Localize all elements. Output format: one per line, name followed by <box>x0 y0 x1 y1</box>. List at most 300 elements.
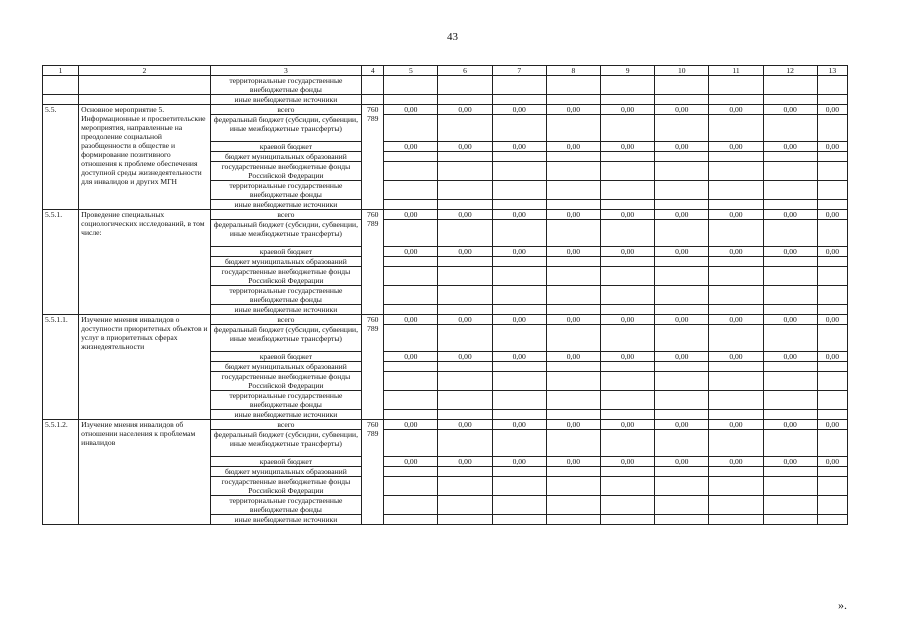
amount-cell: 0,00 <box>709 315 763 325</box>
amount-cell <box>492 257 546 267</box>
amount-cell: 0,00 <box>601 352 655 362</box>
amount-cell <box>709 410 763 420</box>
amount-cell <box>601 515 655 525</box>
funding-source: федеральный бюджет (субсидии, субвенции, иные межбюджетные трансферты) <box>210 115 362 142</box>
amount-cell <box>709 372 763 391</box>
amount-cell: 0,00 <box>763 315 817 325</box>
amount-cell: 0,00 <box>492 247 546 257</box>
amount-cell <box>655 152 709 162</box>
funding-source: государственные внебюджетные фонды Российской Федерации <box>210 372 362 391</box>
amount-cell <box>384 162 438 181</box>
amount-cell <box>384 181 438 200</box>
table-row <box>43 105 848 115</box>
amount-cell <box>546 286 600 305</box>
amount-cell <box>601 410 655 420</box>
amount-cell <box>655 515 709 525</box>
funding-source: всего <box>210 420 362 430</box>
amount-cell: 0,00 <box>817 457 847 467</box>
amount-cell <box>492 496 546 515</box>
amount-cell <box>384 267 438 286</box>
amount-cell: 0,00 <box>817 247 847 257</box>
amount-cell <box>438 152 492 162</box>
budget-code <box>362 315 384 420</box>
amount-cell: 0,00 <box>438 210 492 220</box>
amount-cell: 0,00 <box>709 142 763 152</box>
amount-cell <box>763 257 817 267</box>
source-cell: территориальные государственные внебюджетные фонды <box>210 76 362 95</box>
amount-cell <box>601 325 655 352</box>
amount-cell <box>492 391 546 410</box>
amount-cell: 0,00 <box>763 457 817 467</box>
amount-cell <box>655 115 709 142</box>
code-primary: 760 <box>367 420 379 429</box>
amount-cell: 0,00 <box>384 105 438 115</box>
funding-source: бюджет муниципальных образований <box>210 467 362 477</box>
amount-cell <box>384 410 438 420</box>
amount-cell <box>763 162 817 181</box>
amount-cell <box>817 257 847 267</box>
funding-source: краевой бюджет <box>210 247 362 257</box>
amount-cell <box>709 286 763 305</box>
amount-cell <box>709 362 763 372</box>
amount-cell: 0,00 <box>492 315 546 325</box>
amount-cell <box>601 115 655 142</box>
amount-cell <box>655 162 709 181</box>
number-cell <box>43 76 79 95</box>
amount-cell: 0,00 <box>492 420 546 430</box>
funding-source: всего <box>210 210 362 220</box>
amount-cell: 0,00 <box>601 105 655 115</box>
amount-cell <box>438 477 492 496</box>
amount-cell <box>384 515 438 525</box>
column-header: 1 <box>43 66 79 76</box>
amount-cell <box>709 515 763 525</box>
amount-cell: 0,00 <box>709 210 763 220</box>
amount-cell <box>655 430 709 457</box>
amount-cell: 0,00 <box>709 247 763 257</box>
amount-cell <box>438 515 492 525</box>
amount-cell: 0,00 <box>438 105 492 115</box>
amount-cell <box>546 257 600 267</box>
amount-cell: 0,00 <box>601 315 655 325</box>
table-row <box>43 76 848 95</box>
amount-cell <box>655 286 709 305</box>
amount-cell: 0,00 <box>817 105 847 115</box>
amount-cell <box>817 467 847 477</box>
item-name: Проведение специальных социологических исследований, в том числе: <box>79 210 210 315</box>
amount-cell <box>492 410 546 420</box>
amount-cell <box>655 496 709 515</box>
amount-cell: 0,00 <box>546 247 600 257</box>
code-secondary: 789 <box>367 114 379 123</box>
amount-cell <box>817 477 847 496</box>
column-header: 10 <box>655 66 709 76</box>
amount-cell <box>817 200 847 210</box>
amount-cell <box>763 286 817 305</box>
code-secondary: 789 <box>367 429 379 438</box>
funding-source: иные внебюджетные источники <box>210 410 362 420</box>
amount-cell: 0,00 <box>384 352 438 362</box>
amount-cell <box>817 325 847 352</box>
amount-cell: 0,00 <box>384 315 438 325</box>
column-header: 8 <box>546 66 600 76</box>
amount-cell <box>601 305 655 315</box>
amount-cell: 0,00 <box>546 315 600 325</box>
amount-cell <box>601 496 655 515</box>
amount-cell <box>817 391 847 410</box>
amount-cell: 0,00 <box>817 210 847 220</box>
amount-cell <box>384 362 438 372</box>
column-header: 13 <box>817 66 847 76</box>
amount-cell <box>438 372 492 391</box>
amount-cell: 0,00 <box>438 315 492 325</box>
amount-cell: 0,00 <box>438 352 492 362</box>
amount-cell <box>492 220 546 247</box>
amount-cell <box>601 152 655 162</box>
column-header: 2 <box>79 66 210 76</box>
amount-cell <box>655 467 709 477</box>
amount-cell <box>546 115 600 142</box>
funding-source: всего <box>210 105 362 115</box>
amount-cell: 0,00 <box>546 457 600 467</box>
amount-cell: 0,00 <box>492 352 546 362</box>
funding-source: иные внебюджетные источники <box>210 305 362 315</box>
amount-cell <box>492 362 546 372</box>
amount-cell <box>438 267 492 286</box>
amount-cell <box>492 152 546 162</box>
amount-cell <box>709 115 763 142</box>
amount-cell <box>817 362 847 372</box>
amount-cell <box>492 325 546 352</box>
amount-cell <box>817 496 847 515</box>
amount-cell: 0,00 <box>655 105 709 115</box>
amount-cell <box>763 152 817 162</box>
amount-cell <box>709 200 763 210</box>
amount-cell <box>492 115 546 142</box>
amount-cell: 0,00 <box>655 315 709 325</box>
amount-cell <box>384 305 438 315</box>
amount-cell <box>709 220 763 247</box>
amount-cell <box>601 162 655 181</box>
amount-cell: 0,00 <box>763 210 817 220</box>
amount-cell: 0,00 <box>655 142 709 152</box>
amount-cell <box>384 257 438 267</box>
amount-cell <box>546 515 600 525</box>
item-number: 5.5.1. <box>43 210 79 315</box>
amount-cell: 0,00 <box>546 420 600 430</box>
amount-cell <box>817 286 847 305</box>
amount-cell <box>546 410 600 420</box>
budget-code <box>362 420 384 525</box>
amount-cell: 0,00 <box>492 457 546 467</box>
amount-cell: 0,00 <box>817 420 847 430</box>
amount-cell <box>817 515 847 525</box>
item-name: Основное мероприятие 5. Информационные и просветительские мероприятия, направленные на преодоление социальной разобщенности в обществе и формирование позитивного отношения к проблеме обеспечения доступной среды жизнедеятельности для инвалидов и других МГН <box>79 105 210 210</box>
amount-cell: 0,00 <box>763 247 817 257</box>
table-body <box>43 66 848 525</box>
funding-source: бюджет муниципальных образований <box>210 257 362 267</box>
amount-cell: 0,00 <box>438 142 492 152</box>
amount-cell <box>763 467 817 477</box>
amount-cell <box>601 220 655 247</box>
amount-cell: 0,00 <box>709 420 763 430</box>
amount-cell <box>817 115 847 142</box>
amount-cell <box>709 257 763 267</box>
amount-cell: 0,00 <box>763 142 817 152</box>
amount-cell <box>709 162 763 181</box>
amount-cell <box>438 410 492 420</box>
amount-cell <box>384 430 438 457</box>
funding-table <box>42 65 848 525</box>
funding-source: бюджет муниципальных образований <box>210 362 362 372</box>
amount-cell <box>492 162 546 181</box>
amount-cell <box>601 372 655 391</box>
amount-cell <box>546 362 600 372</box>
column-header: 6 <box>438 66 492 76</box>
amount-cell <box>546 267 600 286</box>
amount-cell: 0,00 <box>655 420 709 430</box>
amount-cell <box>817 152 847 162</box>
amount-cell <box>546 496 600 515</box>
item-number: 5.5.1.2. <box>43 420 79 525</box>
amount-cell <box>438 467 492 477</box>
amount-cell <box>709 391 763 410</box>
amount-cell <box>817 305 847 315</box>
amount-cell <box>817 267 847 286</box>
amount-cell: 0,00 <box>384 420 438 430</box>
amount-cell <box>384 372 438 391</box>
amount-cell: 0,00 <box>384 457 438 467</box>
closing-mark: ». <box>838 598 847 612</box>
amount-cell: 0,00 <box>601 420 655 430</box>
code-secondary: 789 <box>367 219 379 228</box>
amount-cell <box>601 391 655 410</box>
amount-cell: 0,00 <box>438 420 492 430</box>
funding-source: государственные внебюджетные фонды Российской Федерации <box>210 267 362 286</box>
amount-cell <box>546 152 600 162</box>
funding-source: федеральный бюджет (субсидии, субвенции, иные межбюджетные трансферты) <box>210 325 362 352</box>
amount-cell <box>601 430 655 457</box>
amount-cell <box>817 372 847 391</box>
amount-cell <box>384 115 438 142</box>
amount-cell <box>817 220 847 247</box>
amount-cell <box>601 286 655 305</box>
funding-source: иные внебюджетные источники <box>210 200 362 210</box>
amount-cell <box>601 181 655 200</box>
amount-cell <box>438 362 492 372</box>
amount-cell: 0,00 <box>546 142 600 152</box>
amount-cell <box>817 162 847 181</box>
amount-cell <box>546 391 600 410</box>
column-header: 9 <box>601 66 655 76</box>
funding-source: государственные внебюджетные фонды Российской Федерации <box>210 162 362 181</box>
amount-cell <box>438 305 492 315</box>
amount-cell: 0,00 <box>817 142 847 152</box>
amount-cell <box>709 496 763 515</box>
amount-cell: 0,00 <box>546 105 600 115</box>
budget-code <box>362 210 384 315</box>
amount-cell <box>384 152 438 162</box>
amount-cell <box>438 325 492 352</box>
amount-cell <box>384 477 438 496</box>
amount-cell <box>438 115 492 142</box>
funding-source: территориальные государственные внебюджетные фонды <box>210 391 362 410</box>
amount-cell: 0,00 <box>763 105 817 115</box>
amount-cell: 0,00 <box>492 142 546 152</box>
amount-cell <box>763 305 817 315</box>
amount-cell <box>655 257 709 267</box>
amount-cell <box>655 391 709 410</box>
amount-cell <box>438 286 492 305</box>
funding-source: территориальные государственные внебюджетные фонды <box>210 496 362 515</box>
amount-cell <box>438 162 492 181</box>
amount-cell: 0,00 <box>438 247 492 257</box>
column-header: 12 <box>763 66 817 76</box>
amount-cell <box>438 496 492 515</box>
amount-cell <box>384 325 438 352</box>
amount-cell: 0,00 <box>655 457 709 467</box>
amount-cell <box>492 286 546 305</box>
amount-cell <box>763 391 817 410</box>
amount-cell: 0,00 <box>384 210 438 220</box>
funding-source: бюджет муниципальных образований <box>210 152 362 162</box>
funding-source: территориальные государственные внебюджетные фонды <box>210 286 362 305</box>
amount-cell <box>763 496 817 515</box>
funding-source: государственные внебюджетные фонды Российской Федерации <box>210 477 362 496</box>
amount-cell <box>709 267 763 286</box>
amount-cell <box>438 200 492 210</box>
amount-cell <box>601 477 655 496</box>
amount-cell <box>492 267 546 286</box>
amount-cell: 0,00 <box>546 352 600 362</box>
amount-cell <box>601 257 655 267</box>
table-row <box>43 315 848 325</box>
page-number: 43 <box>447 31 458 43</box>
amount-cell <box>709 152 763 162</box>
amount-cell <box>655 305 709 315</box>
amount-cell <box>546 430 600 457</box>
table-row <box>43 95 848 105</box>
code-primary: 760 <box>367 315 379 324</box>
amount-cell: 0,00 <box>546 210 600 220</box>
amount-cell <box>763 181 817 200</box>
amount-cell <box>601 200 655 210</box>
column-header: 11 <box>709 66 763 76</box>
amount-cell: 0,00 <box>601 142 655 152</box>
amount-cell <box>546 162 600 181</box>
amount-cell <box>546 200 600 210</box>
amount-cell <box>438 181 492 200</box>
amount-cell <box>492 305 546 315</box>
amount-cell <box>709 467 763 477</box>
code-cell <box>362 76 384 95</box>
item-name: Изучение мнения инвалидов о доступности приоритетных объектов и услуг в приоритетных сферах жизнедеятельности <box>79 315 210 420</box>
amount-cell <box>546 220 600 247</box>
amount-cell <box>546 325 600 352</box>
amount-cell: 0,00 <box>763 420 817 430</box>
amount-cell <box>492 181 546 200</box>
budget-code <box>362 105 384 210</box>
amount-cell: 0,00 <box>384 247 438 257</box>
amount-cell <box>763 362 817 372</box>
amount-cell <box>601 267 655 286</box>
amount-cell <box>763 515 817 525</box>
amount-cell <box>763 220 817 247</box>
table-row <box>43 420 848 430</box>
amount-cell <box>492 515 546 525</box>
amount-cell <box>438 391 492 410</box>
amount-cell <box>817 430 847 457</box>
amount-cell <box>492 200 546 210</box>
amount-cell <box>763 267 817 286</box>
amount-cell <box>546 477 600 496</box>
amount-cell <box>492 467 546 477</box>
amount-cell: 0,00 <box>492 210 546 220</box>
funding-source: федеральный бюджет (субсидии, субвенции, иные межбюджетные трансферты) <box>210 430 362 457</box>
funding-source: иные внебюджетные источники <box>210 515 362 525</box>
amount-cell <box>546 467 600 477</box>
amount-cell <box>655 410 709 420</box>
amount-cell: 0,00 <box>655 210 709 220</box>
amount-cell <box>492 372 546 391</box>
table-row <box>43 210 848 220</box>
amount-cell <box>655 181 709 200</box>
funding-source: территориальные государственные внебюджетные фонды <box>210 181 362 200</box>
amount-cell <box>763 115 817 142</box>
amount-cell <box>709 325 763 352</box>
amount-cell <box>492 430 546 457</box>
amount-cell <box>655 477 709 496</box>
amount-cell <box>763 477 817 496</box>
amount-cell <box>655 267 709 286</box>
amount-cell <box>763 410 817 420</box>
amount-cell <box>655 325 709 352</box>
name-cell <box>79 76 210 95</box>
amount-cell <box>709 477 763 496</box>
column-header: 5 <box>384 66 438 76</box>
table-header-row <box>43 66 848 76</box>
amount-cell: 0,00 <box>601 247 655 257</box>
amount-cell <box>384 496 438 515</box>
amount-cell <box>709 430 763 457</box>
amount-cell <box>709 181 763 200</box>
amount-cell <box>546 372 600 391</box>
amount-cell: 0,00 <box>709 105 763 115</box>
amount-cell <box>763 430 817 457</box>
amount-cell: 0,00 <box>601 457 655 467</box>
code-primary: 760 <box>367 105 379 114</box>
column-header: 4 <box>362 66 384 76</box>
amount-cell <box>438 430 492 457</box>
amount-cell <box>655 220 709 247</box>
amount-cell: 0,00 <box>492 105 546 115</box>
amount-cell <box>763 200 817 210</box>
amount-cell <box>763 372 817 391</box>
amount-cell <box>709 305 763 315</box>
column-header: 3 <box>210 66 362 76</box>
amount-cell: 0,00 <box>817 352 847 362</box>
amount-cell <box>384 286 438 305</box>
amount-cell <box>438 220 492 247</box>
amount-cell <box>546 305 600 315</box>
funding-source: краевой бюджет <box>210 457 362 467</box>
amount-cell <box>384 200 438 210</box>
amount-cell <box>601 467 655 477</box>
item-number: 5.5. <box>43 105 79 210</box>
funding-source: федеральный бюджет (субсидии, субвенции, иные межбюджетные трансферты) <box>210 220 362 247</box>
amount-cell <box>384 467 438 477</box>
amount-cell <box>546 181 600 200</box>
